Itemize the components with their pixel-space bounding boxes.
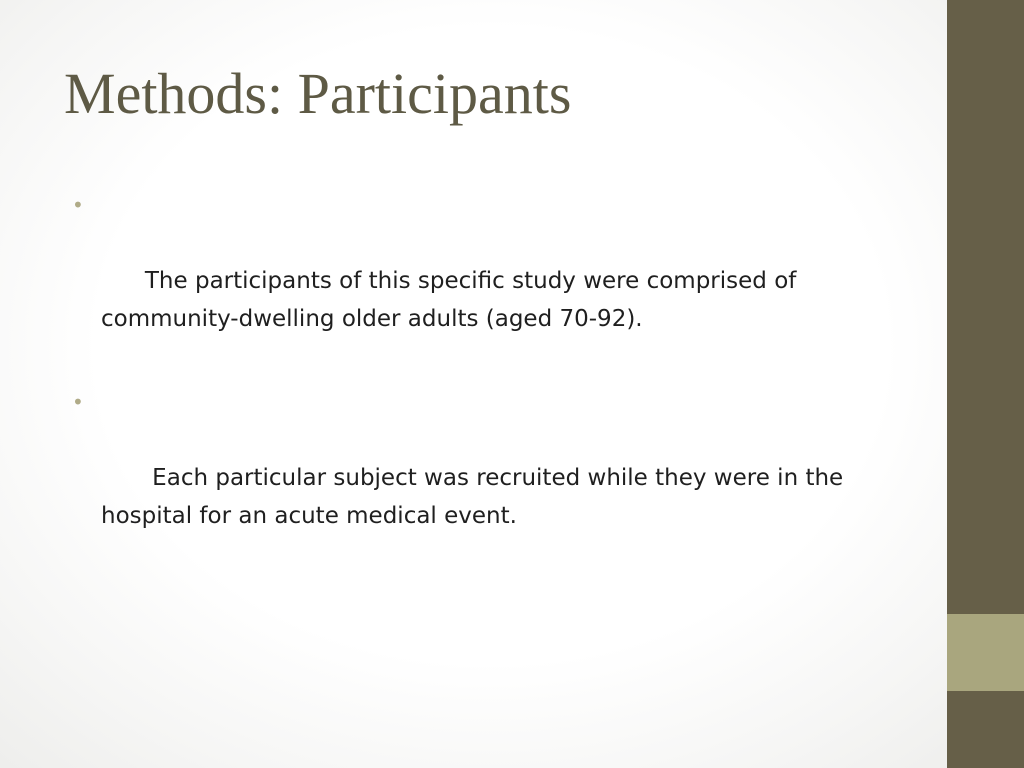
bullet-text: Each particular subject was recruited while they were in the hospital for an acute medical event. [101,465,851,529]
slide-title: Methods: Participants [64,61,572,126]
bullet-item [72,383,892,573]
bullet-dot-icon: • [72,390,84,414]
bullet-dot-icon: • [72,193,84,217]
side-bar-top-segment [947,0,1024,614]
bullet-item [72,186,892,376]
decorative-side-bar [947,0,1024,768]
bullet-list [72,186,892,580]
side-bar-bottom-segment [947,691,1024,768]
side-bar-accent-segment [947,614,1024,691]
bullet-text: The participants of this specific study were comprised of community-dwelling older adults (aged 70-92). [101,268,804,332]
